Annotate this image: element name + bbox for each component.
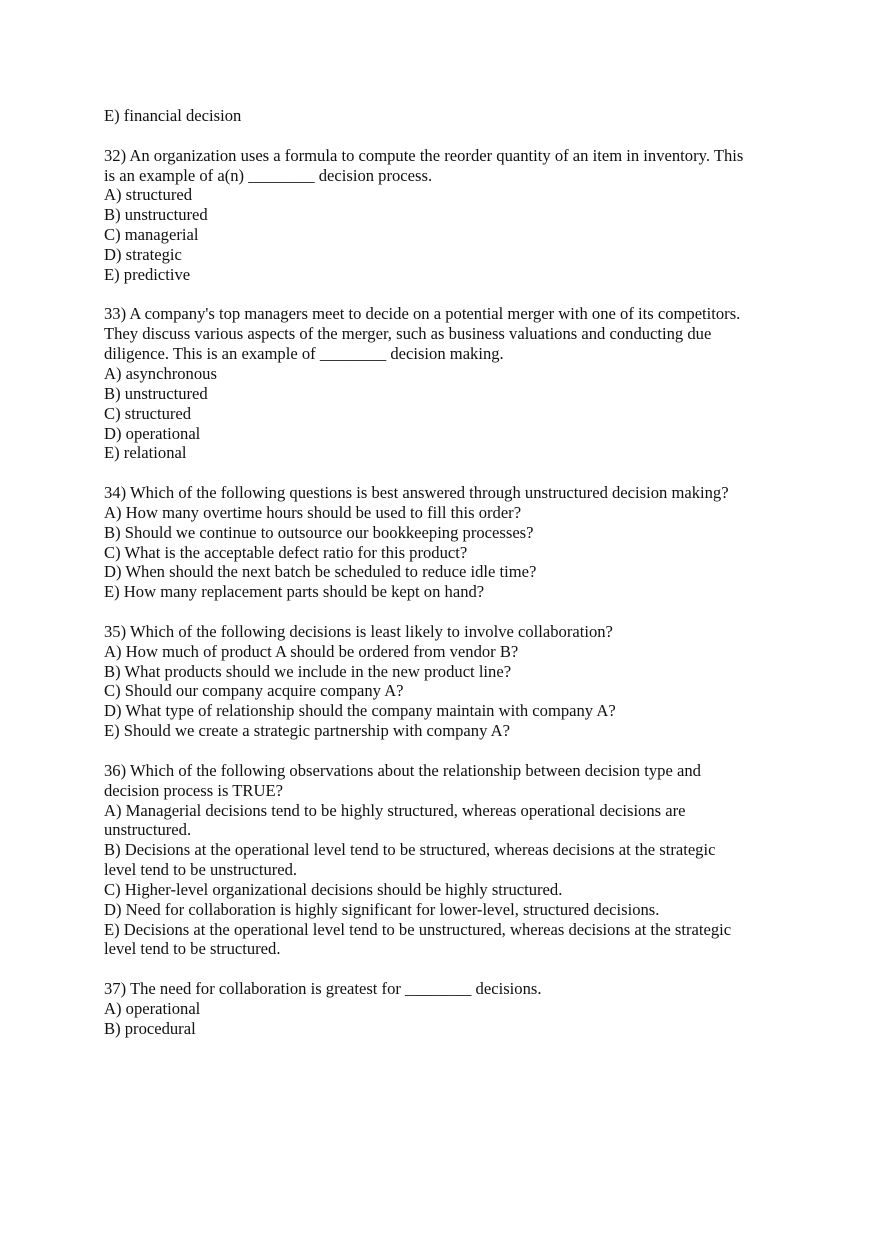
question-32-option-e: E) predictive (104, 264, 191, 284)
paragraph-gap (104, 285, 784, 305)
question-36-option-b-line-1: B) Decisions at the operational level tend to be structured, whereas decisions at the strategic (104, 840, 716, 860)
question-32 (104, 146, 784, 285)
question-32-option-c: C) managerial (104, 225, 199, 245)
question-34 (104, 483, 784, 602)
question-36-option-c: C) Higher-level organizational decisions should be highly structured. (104, 879, 563, 899)
question-35-option-b: B) What products should we include in the new product line? (104, 661, 512, 681)
question-34-option-c: C) What is the acceptable defect ratio for this product? (104, 542, 468, 562)
question-33-stem-line-2: They discuss various aspects of the merger, such as business valuations and conducting due (104, 324, 712, 344)
question-33-option-c: C) structured (104, 403, 192, 423)
question-32-option-d: D) strategic (104, 244, 182, 264)
question-36-option-d: D) Need for collaboration is highly significant for lower-level, structured decisions. (104, 899, 660, 919)
question-32-stem-line-1: 32) An organization uses a formula to compute the reorder quantity of an item in inventory. This (104, 145, 744, 165)
paragraph-gap (104, 126, 784, 146)
question-36-option-a-line-2: unstructured. (104, 820, 192, 840)
document-page (104, 106, 784, 1039)
question-35-option-e: E) Should we create a strategic partnership with company A? (104, 721, 510, 741)
paragraph-gap (104, 602, 784, 622)
question-36-option-e-line-1: E) Decisions at the operational level tend to be unstructured, whereas decisions at the strategic (104, 919, 732, 939)
question-34-option-e: E) How many replacement parts should be kept on hand? (104, 582, 485, 602)
question-33-option-e: E) relational (104, 443, 187, 463)
question-34-stem-line-1: 34) Which of the following questions is best answered through unstructured decision making? (104, 483, 729, 503)
question-36 (104, 761, 784, 959)
question-37-option-a: A) operational (104, 998, 201, 1018)
question-37 (104, 979, 784, 1039)
question-32-stem-line-2: is an example of a(n) ________ decision process. (104, 165, 433, 185)
paragraph-gap (104, 741, 784, 761)
question-32-option-a: A) structured (104, 185, 193, 205)
paragraph-gap (104, 463, 784, 483)
question-35-option-c: C) Should our company acquire company A? (104, 681, 404, 701)
question-34-option-d: D) When should the next batch be scheduled to reduce idle time? (104, 562, 537, 582)
question-37-stem-line-1: 37) The need for collaboration is greatest for ________ decisions. (104, 979, 542, 999)
question-35 (104, 622, 784, 741)
question-33-option-a: A) asynchronous (104, 363, 217, 383)
question-36-option-a-line-1: A) Managerial decisions tend to be highly structured, whereas operational decisions are (104, 800, 686, 820)
question-35-option-a: A) How much of product A should be ordered from vendor B? (104, 641, 519, 661)
question-36-stem-line-1: 36) Which of the following observations about the relationship between decision type and (104, 760, 701, 780)
question-34-option-a: A) How many overtime hours should be used to fill this order? (104, 502, 522, 522)
question-33-stem-line-1: 33) A company's top managers meet to decide on a potential merger with one of its competitors. (104, 304, 741, 324)
paragraph-gap (104, 959, 784, 979)
question-34-option-b: B) Should we continue to outsource our bookkeeping processes? (104, 522, 534, 542)
question-33-stem-line-3: diligence. This is an example of ________ decision making. (104, 344, 504, 364)
question-33-option-d: D) operational (104, 423, 201, 443)
question-35-option-d: D) What type of relationship should the company maintain with company A? (104, 701, 616, 721)
question-36-option-e-line-2: level tend to be structured. (104, 939, 281, 959)
question-32-option-b: B) unstructured (104, 205, 208, 225)
carryover-option-e: E) financial decision (104, 106, 242, 125)
question-37-option-b: B) procedural (104, 1018, 196, 1038)
question-36-stem-line-2: decision process is TRUE? (104, 780, 283, 800)
question-33 (104, 304, 784, 463)
question-33-option-b: B) unstructured (104, 383, 208, 403)
question-36-option-b-line-2: level tend to be unstructured. (104, 860, 298, 880)
question-35-stem-line-1: 35) Which of the following decisions is least likely to involve collaboration? (104, 621, 613, 641)
